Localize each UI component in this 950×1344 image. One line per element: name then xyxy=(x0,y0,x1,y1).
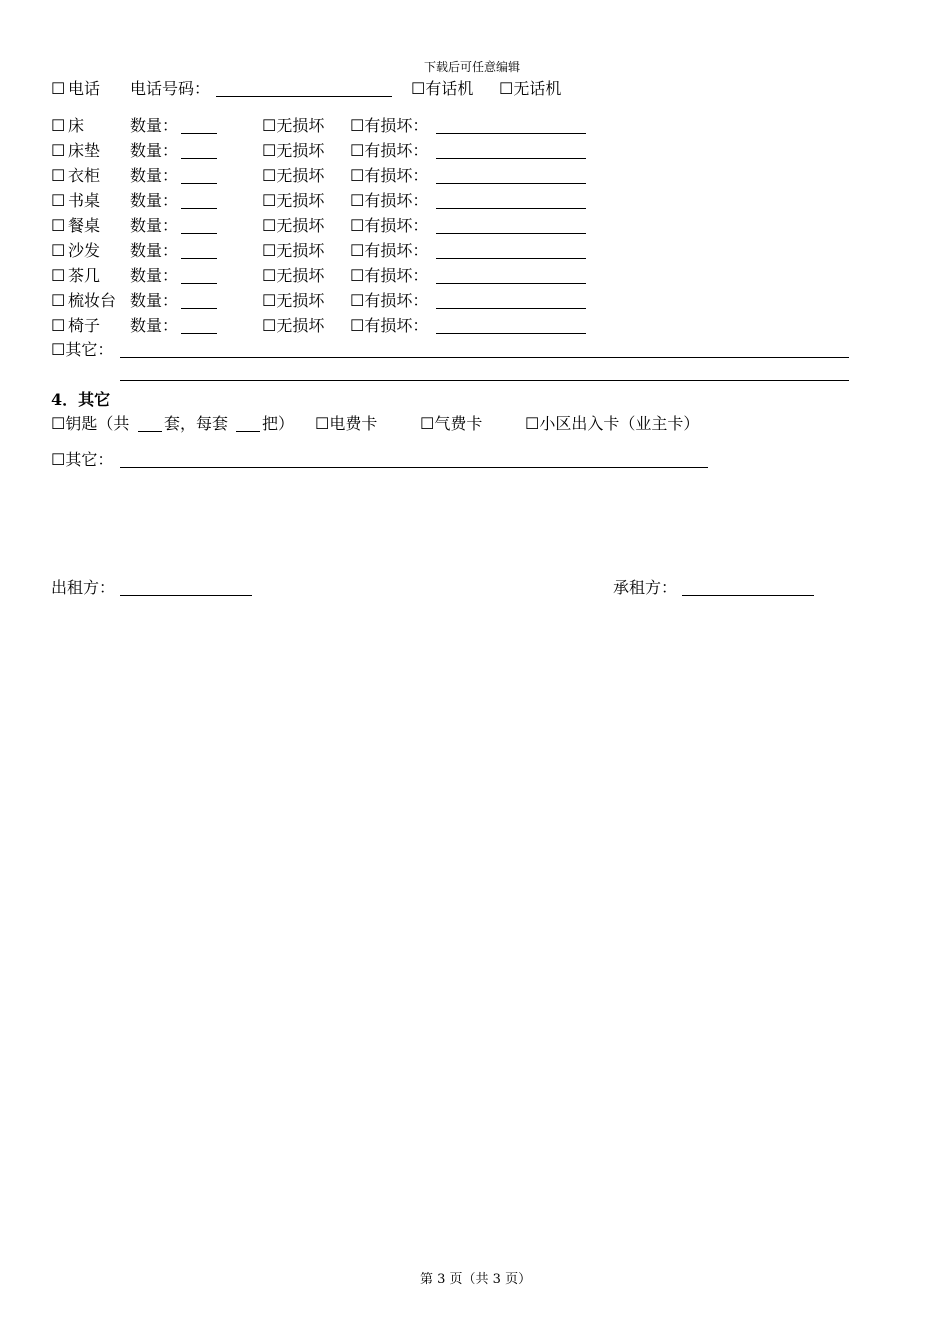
no-damage-option[interactable]: ☐无损坏 xyxy=(262,291,325,310)
furniture-item-name: 衣柜 xyxy=(68,166,101,185)
lessor-label: 出租方： xyxy=(51,578,116,597)
furniture-item-checkbox[interactable]: ☐ xyxy=(51,316,66,335)
keys-option-end: 把） xyxy=(262,414,295,433)
no-damage-option[interactable]: ☐无损坏 xyxy=(262,241,325,260)
damage-description-field[interactable] xyxy=(436,233,586,234)
phone-number-label: 电话号码： xyxy=(130,79,211,98)
community-card-option[interactable]: ☐小区出入卡（业主卡） xyxy=(525,414,700,433)
damage-option[interactable]: ☐有损坏： xyxy=(350,291,429,310)
furniture-item-checkbox[interactable]: ☐ xyxy=(51,166,66,185)
damage-description-field[interactable] xyxy=(436,283,586,284)
quantity-label: 数量： xyxy=(130,216,179,235)
no-damage-option[interactable]: ☐无损坏 xyxy=(262,116,325,135)
damage-option[interactable]: ☐有损坏： xyxy=(350,241,429,260)
keys-option-middle: 套，每套 xyxy=(164,414,229,433)
furniture-item-name: 床 xyxy=(68,116,85,135)
furniture-item-checkbox[interactable]: ☐ xyxy=(51,241,66,260)
furniture-item-name: 茶几 xyxy=(68,266,101,285)
no-damage-option[interactable]: ☐无损坏 xyxy=(262,141,325,160)
lessee-label: 承租方： xyxy=(613,578,678,597)
furniture-other-label[interactable]: ☐其它： xyxy=(51,340,114,359)
quantity-field[interactable] xyxy=(181,308,217,309)
electric-card-option[interactable]: ☐电费卡 xyxy=(315,414,378,433)
quantity-field[interactable] xyxy=(181,208,217,209)
no-damage-option[interactable]: ☐无损坏 xyxy=(262,316,325,335)
quantity-label: 数量： xyxy=(130,241,179,260)
quantity-label: 数量： xyxy=(130,141,179,160)
furniture-item-name: 梳妆台 xyxy=(68,291,117,310)
quantity-label: 数量： xyxy=(130,116,179,135)
quantity-label: 数量： xyxy=(130,291,179,310)
section4-other-field[interactable] xyxy=(120,467,708,468)
furniture-other-field-2[interactable] xyxy=(120,380,849,381)
keys-option-start[interactable]: ☐钥匙（共 xyxy=(51,414,130,433)
phone-checkbox[interactable]: ☐ xyxy=(51,79,66,98)
damage-description-field[interactable] xyxy=(436,333,586,334)
furniture-item-checkbox[interactable]: ☐ xyxy=(51,116,66,135)
damage-description-field[interactable] xyxy=(436,183,586,184)
furniture-item-name: 沙发 xyxy=(68,241,101,260)
page-footer: 第 3 页（共 3 页） xyxy=(420,1272,532,1287)
damage-option[interactable]: ☐有损坏： xyxy=(350,166,429,185)
page-header: 下载后可任意编辑 xyxy=(424,60,521,74)
quantity-label: 数量： xyxy=(130,266,179,285)
quantity-field[interactable] xyxy=(181,283,217,284)
furniture-item-checkbox[interactable]: ☐ xyxy=(51,266,66,285)
damage-description-field[interactable] xyxy=(436,133,586,134)
quantity-field[interactable] xyxy=(181,158,217,159)
no-phone-option[interactable]: ☐无话机 xyxy=(499,79,562,98)
quantity-label: 数量： xyxy=(130,191,179,210)
no-damage-option[interactable]: ☐无损坏 xyxy=(262,166,325,185)
quantity-label: 数量： xyxy=(130,316,179,335)
damage-option[interactable]: ☐有损坏： xyxy=(350,116,429,135)
furniture-item-checkbox[interactable]: ☐ xyxy=(51,291,66,310)
furniture-item-name: 椅子 xyxy=(68,316,101,335)
quantity-label: 数量： xyxy=(130,166,179,185)
lessee-signature-field[interactable] xyxy=(682,595,814,596)
quantity-field[interactable] xyxy=(181,258,217,259)
furniture-item-checkbox[interactable]: ☐ xyxy=(51,141,66,160)
lessor-signature-field[interactable] xyxy=(120,595,252,596)
gas-card-option[interactable]: ☐气费卡 xyxy=(420,414,483,433)
furniture-item-name: 书桌 xyxy=(68,191,101,210)
section4-other-label[interactable]: ☐其它： xyxy=(51,450,114,469)
keys-per-set-field[interactable] xyxy=(236,431,260,432)
damage-description-field[interactable] xyxy=(436,158,586,159)
furniture-item-checkbox[interactable]: ☐ xyxy=(51,191,66,210)
furniture-item-checkbox[interactable]: ☐ xyxy=(51,216,66,235)
damage-description-field[interactable] xyxy=(436,208,586,209)
quantity-field[interactable] xyxy=(181,133,217,134)
quantity-field[interactable] xyxy=(181,183,217,184)
keys-sets-field[interactable] xyxy=(138,431,162,432)
quantity-field[interactable] xyxy=(181,333,217,334)
quantity-field[interactable] xyxy=(181,233,217,234)
damage-description-field[interactable] xyxy=(436,258,586,259)
damage-option[interactable]: ☐有损坏： xyxy=(350,316,429,335)
phone-label: 电话 xyxy=(68,79,101,98)
damage-option[interactable]: ☐有损坏： xyxy=(350,141,429,160)
section4-title: 4．其它 xyxy=(51,390,111,409)
phone-number-field[interactable] xyxy=(216,96,392,97)
no-damage-option[interactable]: ☐无损坏 xyxy=(262,266,325,285)
furniture-item-name: 餐桌 xyxy=(68,216,101,235)
has-phone-option[interactable]: ☐有话机 xyxy=(411,79,474,98)
damage-option[interactable]: ☐有损坏： xyxy=(350,266,429,285)
damage-option[interactable]: ☐有损坏： xyxy=(350,216,429,235)
damage-option[interactable]: ☐有损坏： xyxy=(350,191,429,210)
damage-description-field[interactable] xyxy=(436,308,586,309)
furniture-item-name: 床垫 xyxy=(68,141,101,160)
furniture-other-field-1[interactable] xyxy=(120,357,849,358)
no-damage-option[interactable]: ☐无损坏 xyxy=(262,216,325,235)
no-damage-option[interactable]: ☐无损坏 xyxy=(262,191,325,210)
